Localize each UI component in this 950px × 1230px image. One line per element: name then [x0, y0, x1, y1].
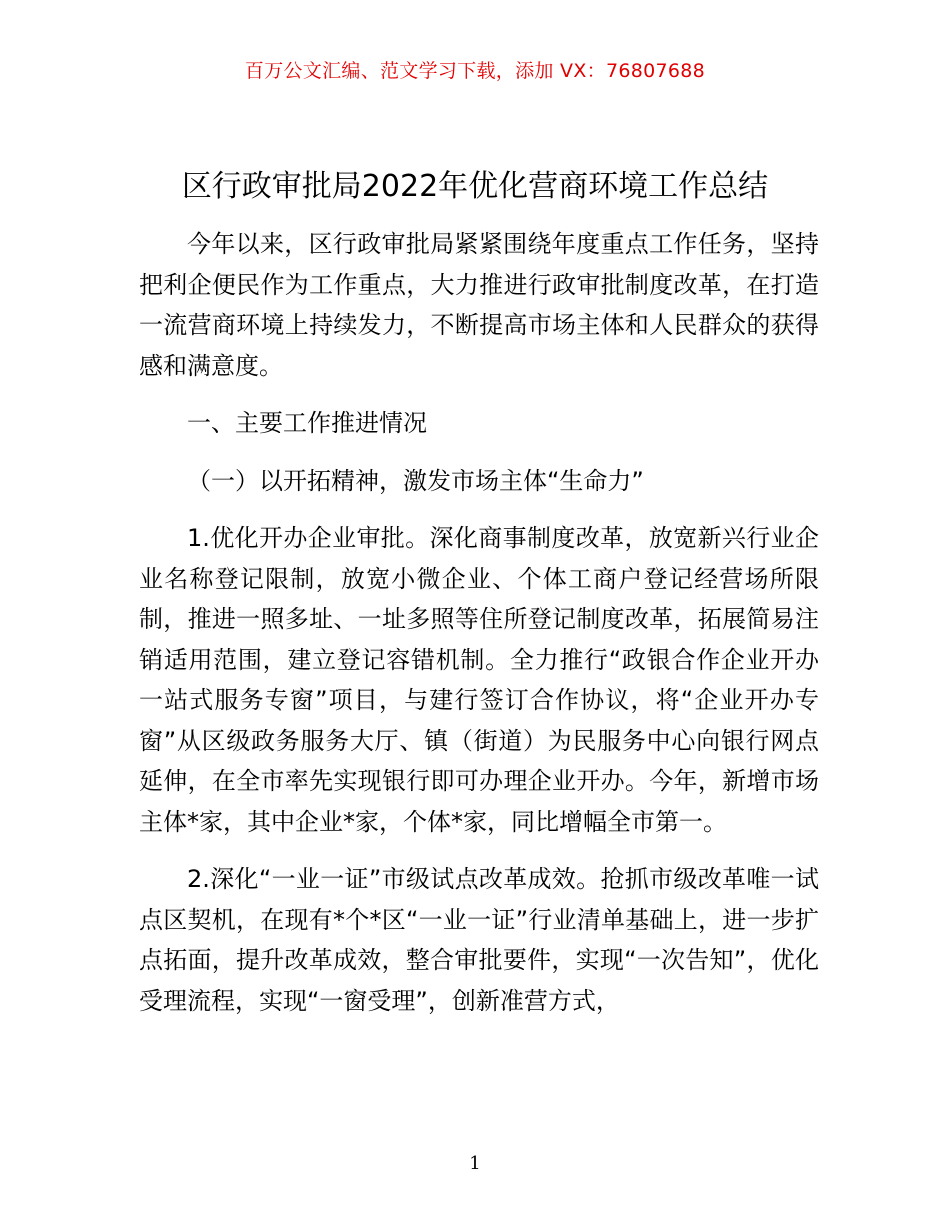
header-banner: 百万公文汇编、范文学习下载，添加 VX：76807688 — [244, 60, 706, 82]
page-number: 1 — [469, 1153, 481, 1174]
document-body — [139, 224, 819, 1038]
body-paragraph-2: 2.深化“一业一证”市级试点改革成效。抢抓市级改革唯一试点区契机，在现有*个*区“一业一证”行业清单基础上，进一步扩点拓面，提升改革成效，整合审批要件，实现“一次告知”，优化受理流程，实现“一窗受理”，创新准营方式， — [139, 865, 819, 1015]
subsection-heading: （一）以开拓精神，激发市场主体“生命力” — [187, 466, 644, 495]
section-heading: 一、主要工作推进情况 — [187, 409, 427, 437]
intro-paragraph: 今年以来，区行政审批局紧紧围绕年度重点工作任务，坚持把利企便民作为工作重点，大力推进行政审批制度改革，在打造一流营商环境上持续发力，不断提高市场主体和人民群众的获得感和满意度。 — [139, 230, 819, 380]
body-paragraph-1: 1.优化开办企业审批。深化商事制度改革，放宽新兴行业企业名称登记限制，放宽小微企业、个体工商户登记经营场所限制，推进一照多址、一址多照等住所登记制度改革，拓展简易注销适用范围，建立登记容错机制。全力推行“政银合作企业开办一站式服务专窗”项目，与建行签订合作协议，将“企业开办专窗”从区级政务服务大厅、镇（街道）为民服务中心向银行网点延伸，在全市率先实现银行即可办理企业开办。今年，新增市场主体*家，其中企业*家，个体*家，同比增幅全市第一。 — [139, 524, 819, 836]
document-title: 区行政审批局2022年优化营商环境工作总结 — [181, 169, 769, 204]
